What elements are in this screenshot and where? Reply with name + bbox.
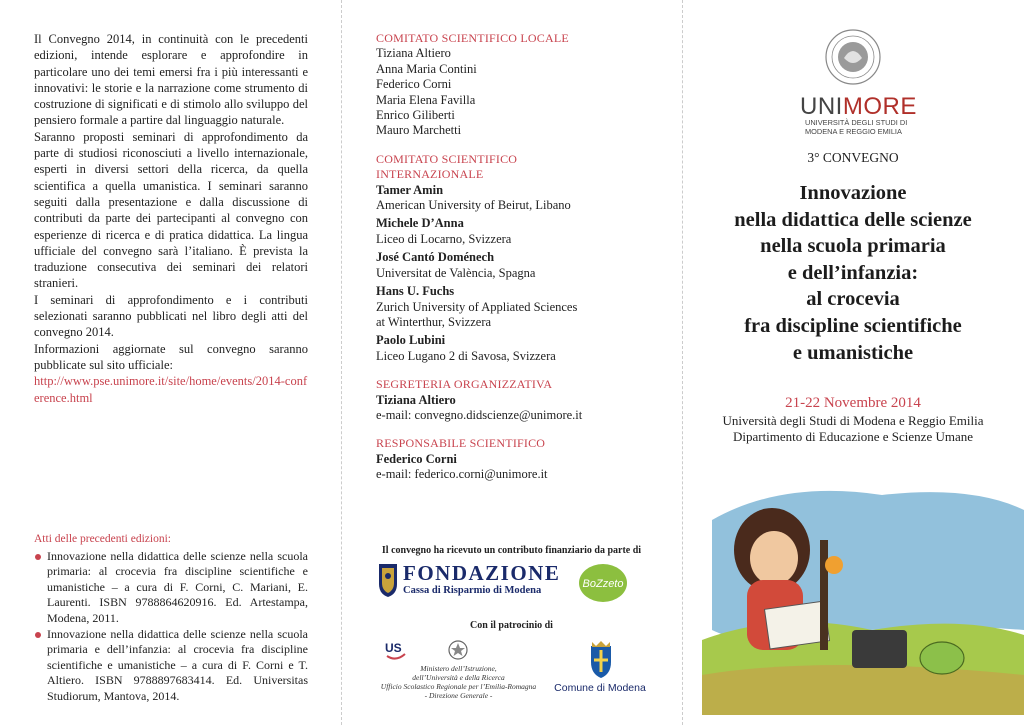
unimore-subtitle [805, 119, 907, 136]
member-affiliation: Zurich University of Appliated Sciences [376, 299, 578, 314]
member-name: Paolo Lubini [376, 333, 446, 348]
atti-list [34, 549, 308, 705]
cover-panel [682, 0, 1024, 725]
member: Mauro Marchetti [376, 123, 462, 138]
unimore-logo [682, 28, 1024, 138]
scientific-lead-email[interactable]: e-mail: federico.corni@unimore.it [376, 467, 548, 482]
conference-link[interactable]: http://www.pse.unimore.it/site/home/events/2014-conference.html [34, 374, 308, 405]
university-seal-icon [824, 28, 882, 86]
list-item: Innovazione nella didattica delle scienze nella scuola primaria e dell’infanzia: al crocevia fra discipline scientifiche e umanistiche – a cura di F. Corni e T. Altiero. ISBN 9788897683414. Ed. Universitas Studiorum, Mantova, 2014. [47, 626, 308, 703]
member: Tiziana Altiero [376, 46, 451, 61]
left-panel [0, 0, 341, 725]
venue-line: Dipartimento di Educazione e Scienze Umane [732, 429, 974, 444]
intro-paragraph-1: Il Convegno 2014, in continuità con le precedenti edizioni, intende esplorare e approfondire in particolare uno dei temi emersi fra i più interessanti e innovativi: le storie e la narrazione come strumento di costruzione di significati e di stimolo allo sviluppo del pensiero formale a partire dal linguaggio naturale. [34, 32, 308, 128]
member-affiliation: Liceo Lugano 2 di Savosa, Svizzera [376, 348, 556, 363]
bozzeto-text: BoZzeto [582, 578, 624, 590]
conference-date: 21-22 Novembre 2014 [785, 395, 921, 411]
member: Anna Maria Contini [376, 61, 477, 76]
member-name: Tamer Amin [376, 182, 444, 197]
scientific-lead-title: RESPONSABILE SCIENTIFICO [376, 436, 546, 451]
member-entry [376, 333, 666, 364]
intro-text [34, 31, 308, 406]
intro-paragraph-4: Informazioni aggiornate sul convegno saranno pubblicate sul sito ufficiale: [34, 341, 308, 372]
local-committee-title: COMITATO SCIENTIFICO LOCALE [376, 31, 569, 45]
patronage-note: Con il patrocinio di [470, 620, 553, 631]
member-entry [376, 250, 666, 281]
title-line: nella scuola primaria [760, 235, 946, 258]
conference-venue [682, 413, 1024, 445]
member-affiliation: Universitat de València, Spagna [376, 265, 536, 280]
edition-label: 3° CONVEGNO [807, 150, 899, 165]
member-entry [376, 216, 666, 247]
list-item: Innovazione nella didattica delle scienze nella scuola primaria: al crocevia fra discipline scientifiche e umanistiche – a cura di F. Corni, C. Mariani, E. Laurenti. ISBN 9788864620916. Ed. Artestampa, Modena, 2011. [47, 548, 308, 625]
funding-note: Il convegno ha ricevuto un contributo finanziario da parte di [381, 545, 642, 556]
intro-paragraph-2: Saranno proposti seminari di approfondimento da parte di studiosi riconosciuti a livello internazionale, esperti in diversi settori della ricerca, da quella scientifica a quella umanistica. I seminari saranno seguiti dalla presentazione e dalla discussione di contributi da parte dei partecipanti al convegno con esperienze di ricerca e di pratica didattica. La lingua ufficiale del convegno sarà l’italiano. È prevista la traduzione consecutiva dei seminari dei relatori stranieri. [34, 129, 308, 291]
member-name: José Cantó Doménech [376, 250, 495, 265]
usr-line: Ministero dell’Istruzione, [420, 664, 497, 673]
comune-name: Comune di Modena [554, 682, 646, 694]
title-line: e dell’infanzia: [787, 261, 919, 284]
member: Maria Elena Favilla [376, 92, 476, 107]
venue-line: Università degli Studi di Modena e Reggio Emilia [722, 413, 984, 428]
committees [376, 31, 666, 496]
conference-title [682, 180, 1024, 366]
unimore-subtitle-2: MODENA E REGGIO EMILIA [805, 126, 902, 136]
wordmark-more: MORE [842, 93, 917, 120]
child-reading-illustration [702, 480, 1024, 715]
usr-logo-icon [383, 638, 409, 664]
secretariat-title: SEGRETERIA ORGANIZZATIVA [376, 377, 553, 392]
fondazione-logo [377, 560, 561, 602]
atti-title: Atti delle precedenti edizioni: [34, 533, 171, 545]
previous-proceedings [34, 532, 308, 705]
secretariat-email[interactable]: e-mail: convegno.didscienze@unimore.it [376, 407, 583, 422]
member-name: Michele D’Anna [376, 216, 464, 231]
member-entry [376, 183, 666, 214]
usr-logo [371, 638, 546, 708]
member-name: Hans U. Fuchs [376, 284, 455, 299]
svg-text:US: US [385, 641, 402, 655]
member-entry [376, 284, 666, 330]
scientific-lead [376, 436, 666, 482]
usr-line: dell’Università e della Ricerca [412, 673, 505, 682]
unimore-subtitle-1: UNIVERSITÀ DEGLI STUDI DI [805, 118, 908, 127]
international-committee-title-2: INTERNAZIONALE [376, 167, 484, 182]
member-affiliation: American University of Beirut, Libano [376, 198, 571, 213]
usr-text [371, 664, 546, 700]
secretariat-name: Tiziana Altiero [376, 392, 456, 407]
republic-emblem-icon [447, 638, 469, 662]
fondazione-subtitle: Cassa di Risparmio di Modena [403, 585, 542, 596]
title-line: fra discipline scientifiche [744, 314, 962, 337]
usr-line: - Direzione Generale - [424, 691, 493, 700]
fondazione-name: FONDAZIONE [403, 561, 561, 585]
member: Federico Corni [376, 77, 452, 92]
middle-panel [341, 0, 682, 725]
international-committee [376, 152, 666, 364]
title-line: nella didattica delle scienze [734, 208, 972, 231]
local-committee [376, 31, 666, 139]
international-committee-title: COMITATO SCIENTIFICO [376, 151, 518, 166]
intro-paragraph-3: I seminari di approfondimento e i contributi selezionati saranno pubblicati nel libro degli atti del convegno 2014. [34, 292, 308, 340]
scientific-lead-name: Federico Corni [376, 451, 457, 466]
bozzeto-logo-icon [577, 560, 629, 604]
title-line: al crocevia [806, 288, 900, 311]
wordmark-uni: UNI [800, 93, 843, 120]
title-line: e umanistiche [792, 341, 914, 364]
fondazione-emblem-icon [377, 562, 399, 598]
usr-line: Ufficio Scolastico Regionale per l’Emilia-Romagna [380, 682, 537, 691]
comune-logo [545, 640, 655, 700]
secretariat [376, 377, 666, 423]
title-line: Innovazione [799, 182, 907, 204]
member-affiliation-2: at Winterthur, Svizzera [376, 314, 492, 329]
unimore-wordmark [800, 93, 917, 121]
comune-crest-icon [588, 640, 614, 680]
member: Enrico Giliberti [376, 108, 455, 123]
member-affiliation: Liceo di Locarno, Svizzera [376, 231, 512, 246]
